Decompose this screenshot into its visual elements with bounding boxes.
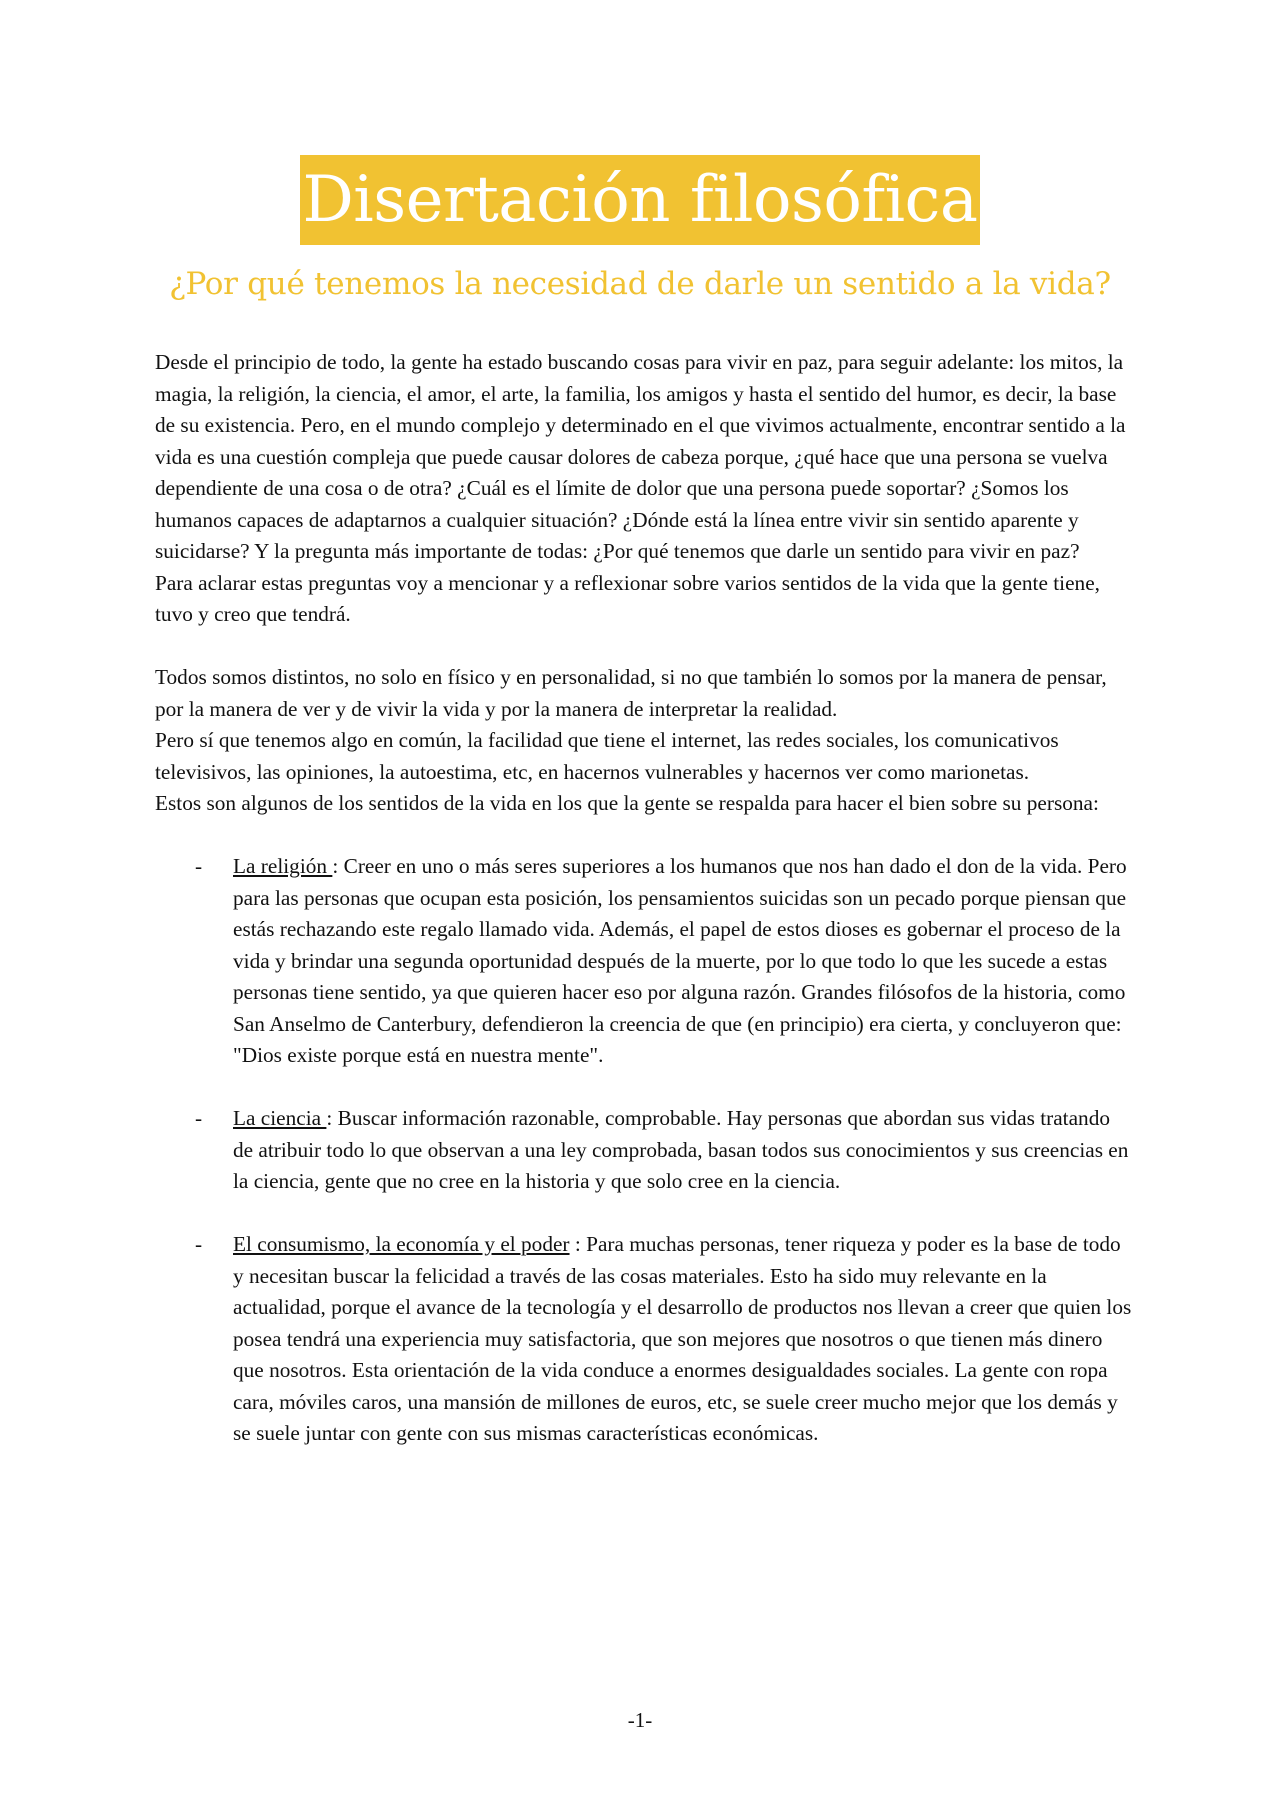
paragraph-gap [155, 820, 1135, 852]
senses-list [155, 851, 1135, 1450]
list-term: La ciencia [233, 1106, 327, 1130]
second-paragraph-1: Todos somos distintos, no solo en físico y en personalidad, si no que también lo somos por la manera de pensar, por la manera de ver y de vivir la vida y por la manera de interpretar la realidad. [155, 665, 1107, 721]
list-term: El consumismo, la economía y el poder [233, 1232, 570, 1256]
second-paragraph-2: Pero sí que tenemos algo en común, la facilidad que tiene el internet, las redes sociales, los comunicativos televisivos, las opiniones, la autoestima, etc, en hacernos vulnerables y hacernos ver como marionetas. [155, 728, 1059, 784]
intro-paragraph-1: Desde el principio de todo, la gente ha estado buscando cosas para vivir en paz, para seguir adelante: los mitos, la magia, la religión, la ciencia, el amor, el arte, la familia, los amigos y hasta el sentido del humor, es decir, la base de su existencia. Pero, en el mundo complejo y determinado en el que vivimos actualmente, encontrar sentido a la vida es una cuestión compleja que puede causar dolores de cabeza porque, ¿qué hace que una persona se vuelva dependiente de una cosa o de otra? ¿Cuál es el límite de dolor que una persona puede soportar? ¿Somos los humanos capaces de adaptarnos a cualquier situación? ¿Dónde está la línea entre vivir sin sentido aparente y suicidarse? Y la pregunta más importante de todas: ¿Por qué tenemos que darle un sentido para vivir en paz? [155, 350, 1126, 563]
list-gap [155, 1072, 1135, 1104]
list-item-consumerism [155, 1229, 1135, 1450]
list-separator: : [326, 1106, 338, 1130]
list-separator: : [332, 854, 344, 878]
paragraph-gap [155, 631, 1135, 663]
list-text: Para muchas personas, tener riqueza y poder es la base de todo y necesitan buscar la felicidad a través de las cosas materiales. Esto ha sido muy relevante en la actualidad, porque el avance de la tecnología y el desarrollo de productos nos llevan a creer que quien los posea tendrá una experiencia muy satisfactoria, que son mejores que nosotros o que tienen más dinero que nosotros. Esta orientación de la vida conduce a enormes desigualdades sociales. La gente con ropa cara, móviles caros, una mansión de millones de euros, etc, se suele creer mucho mejor que los demás y se suele juntar con gente con sus mismas características económicas. [233, 1232, 1132, 1445]
document-subtitle: ¿Por qué tenemos la necesidad de darle un sentido a la vida? [169, 266, 1111, 302]
list-gap [155, 1198, 1135, 1230]
list-dash: - [195, 854, 203, 878]
list-item-religion [155, 851, 1135, 1072]
document-body [155, 347, 1135, 1450]
list-text: Buscar información razonable, comprobable. Hay personas que abordan sus vidas tratando de atribuir todo lo que observan a una ley comprobada, basan todos sus conocimientos y sus creencias en la ciencia, gente que no cree en la historia y que solo cree en la ciencia. [233, 1106, 1129, 1193]
intro-paragraph-2: Para aclarar estas preguntas voy a mencionar y a reflexionar sobre varios sentidos de la vida que la gente tiene, tuvo y creo que tendrá. [155, 570, 1100, 626]
second-paragraph-3: Estos son algunos de los sentidos de la vida en los que la gente se respalda para hacer el bien sobre su persona: [155, 791, 1099, 815]
document-title: Disertación filosófica [300, 155, 979, 245]
list-term: La religión [233, 854, 333, 878]
list-item-science [155, 1103, 1135, 1198]
list-dash: - [195, 1232, 203, 1256]
title-block [0, 155, 1280, 245]
page-number: -1- [627, 1708, 653, 1732]
list-separator: : [569, 1232, 587, 1256]
list-dash: - [195, 1106, 203, 1130]
list-text: Creer en uno o más seres superiores a los humanos que nos han dado el don de la vida. Pero para las personas que ocupan esta posición, los pensamientos suicidas son un pecado porque piensan que estás rechazando este regalo llamado vida. Además, el papel de estos dioses es gobernar el proceso de la vida y brindar una segunda oportunidad después de la muerte, por lo que todo lo que les sucede a estas personas tiene sentido, ya que quieren hacer eso por alguna razón. Grandes filósofos de la historia, como San Anselmo de Canterbury, defendieron la creencia de que (en principio) era cierta, y concluyeron que: "Dios existe porque está en nuestra mente". [233, 854, 1127, 1067]
